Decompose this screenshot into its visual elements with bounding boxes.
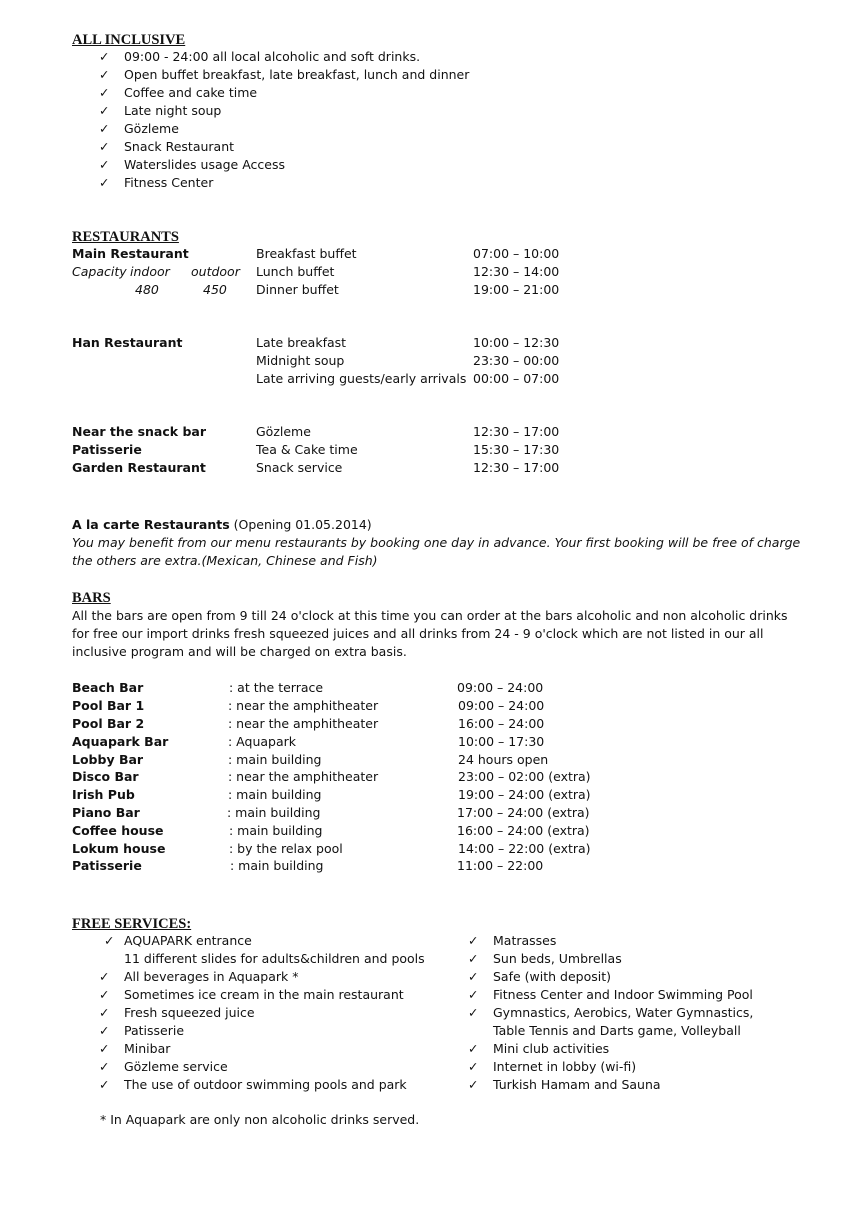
restaurants-heading: RESTAURANTS bbox=[72, 229, 179, 245]
bar-location: : main building bbox=[228, 787, 322, 802]
check-icon: ✓ bbox=[99, 67, 110, 82]
all-inclusive-heading: ALL INCLUSIVE bbox=[72, 32, 186, 48]
alacarte-title: A la carte Restaurants bbox=[72, 517, 230, 532]
bar-hours: 09:00 – 24:00 bbox=[457, 680, 544, 695]
bar-name: Lobby Bar bbox=[72, 752, 144, 767]
bar-hours: 14:00 – 22:00 (extra) bbox=[458, 841, 591, 856]
check-icon: ✓ bbox=[468, 1005, 479, 1020]
bar-row bbox=[0, 751, 868, 769]
main-restaurant-name: Main Restaurant bbox=[72, 246, 189, 261]
restaurant-name: Garden Restaurant bbox=[72, 460, 206, 475]
bar-name: Irish Pub bbox=[72, 787, 135, 802]
meal-name: Late arriving guests/early arrivals bbox=[256, 371, 467, 386]
check-icon: ✓ bbox=[99, 1077, 110, 1092]
aquapark-footnote: * In Aquapark are only non alcoholic drinks served. bbox=[100, 1112, 420, 1127]
han-restaurant-name: Han Restaurant bbox=[72, 335, 183, 350]
main-restaurant-row bbox=[0, 245, 868, 263]
check-icon: ✓ bbox=[468, 1041, 479, 1056]
check-icon: ✓ bbox=[99, 103, 110, 118]
main-restaurant-row bbox=[0, 281, 868, 299]
bar-hours: 23:00 – 02:00 (extra) bbox=[458, 769, 591, 784]
bars-intro-line: inclusive program and will be charged on extra basis. bbox=[72, 644, 407, 659]
bar-row bbox=[0, 786, 868, 804]
bar-row bbox=[0, 804, 868, 822]
capacity-label: Capacity bbox=[72, 264, 127, 279]
check-icon: ✓ bbox=[99, 175, 110, 190]
han-restaurant-row bbox=[0, 370, 868, 388]
meal-time: 12:30 – 14:00 bbox=[473, 264, 560, 279]
bar-hours: 10:00 – 17:30 bbox=[458, 734, 545, 749]
bar-location: : at the terrace bbox=[229, 680, 324, 695]
meal-name: Tea & Cake time bbox=[256, 442, 358, 457]
restaurant-row bbox=[0, 423, 868, 441]
check-icon: ✓ bbox=[99, 121, 110, 136]
outdoor-label: outdoor bbox=[191, 264, 240, 279]
check-icon: ✓ bbox=[468, 1059, 479, 1074]
check-icon: ✓ bbox=[99, 1059, 110, 1074]
bar-location: : near the amphitheater bbox=[228, 769, 379, 784]
bar-hours: 17:00 – 24:00 (extra) bbox=[457, 805, 590, 820]
bar-name: Pool Bar 2 bbox=[72, 716, 145, 731]
bar-location: : main building bbox=[227, 805, 321, 820]
bars-intro-line: for free our import drinks fresh squeezed juices and all drinks from 24 - 9 o'clock which are not listed in our all bbox=[72, 626, 764, 641]
meal-name: Late breakfast bbox=[256, 335, 347, 350]
check-icon: ✓ bbox=[99, 1041, 110, 1056]
bar-location: : main building bbox=[229, 823, 323, 838]
check-icon: ✓ bbox=[99, 1005, 110, 1020]
bar-hours: 16:00 – 24:00 bbox=[458, 716, 545, 731]
check-icon: ✓ bbox=[468, 933, 479, 948]
restaurant-row bbox=[0, 441, 868, 459]
outdoor-capacity: 450 bbox=[203, 282, 227, 297]
check-icon: ✓ bbox=[99, 139, 110, 154]
meal-name: Dinner buffet bbox=[256, 282, 339, 297]
meal-time: 00:00 – 07:00 bbox=[473, 371, 560, 386]
bar-location: : main building bbox=[228, 752, 322, 767]
restaurant-row bbox=[0, 459, 868, 477]
bar-name: Patisserie bbox=[72, 858, 142, 873]
indoor-capacity: 480 bbox=[135, 282, 159, 297]
bar-name: Coffee house bbox=[72, 823, 164, 838]
meal-time: 12:30 – 17:00 bbox=[473, 424, 560, 439]
bar-hours: 19:00 – 24:00 (extra) bbox=[458, 787, 591, 802]
bar-hours: 24 hours open bbox=[458, 752, 549, 767]
meal-time: 10:00 – 12:30 bbox=[473, 335, 560, 350]
bars-intro bbox=[72, 607, 788, 661]
bar-name: Lokum house bbox=[72, 841, 166, 856]
check-icon: ✓ bbox=[99, 969, 110, 984]
han-restaurant-row bbox=[0, 334, 868, 352]
main-restaurant-row bbox=[0, 263, 868, 281]
meal-name: Breakfast buffet bbox=[256, 246, 357, 261]
bars-intro-line: All the bars are open from 9 till 24 o'clock at this time you can order at the bars alcoholic and non alcoholic drinks bbox=[72, 608, 788, 623]
bar-name: Piano Bar bbox=[72, 805, 140, 820]
bar-name: Beach Bar bbox=[72, 680, 144, 695]
bar-location: : by the relax pool bbox=[229, 841, 343, 856]
bar-hours: 16:00 – 24:00 (extra) bbox=[457, 823, 590, 838]
alacarte-description: the others are extra.(Mexican, Chinese and Fish) bbox=[72, 553, 378, 568]
check-icon: ✓ bbox=[99, 1023, 110, 1038]
alacarte-description: You may benefit from our menu restaurants by booking one day in advance. Your first booking will be free of charge bbox=[72, 535, 801, 550]
bar-row bbox=[0, 768, 868, 786]
bar-location: : near the amphitheater bbox=[228, 698, 379, 713]
bar-row bbox=[0, 697, 868, 715]
bar-row bbox=[0, 679, 868, 697]
free-services-heading: FREE SERVICES: bbox=[72, 916, 192, 932]
meal-name: Gözleme bbox=[256, 424, 311, 439]
meal-time: 07:00 – 10:00 bbox=[473, 246, 560, 261]
indoor-label: indoor bbox=[130, 264, 170, 279]
bar-location: : Aquapark bbox=[228, 734, 297, 749]
meal-time: 12:30 – 17:00 bbox=[473, 460, 560, 475]
check-icon: ✓ bbox=[468, 951, 479, 966]
alacarte-opening: (Opening 01.05.2014) bbox=[229, 517, 372, 532]
meal-name: Lunch buffet bbox=[256, 264, 335, 279]
check-icon: ✓ bbox=[468, 1077, 479, 1092]
bar-hours: 11:00 – 22:00 bbox=[457, 858, 544, 873]
alacarte-section bbox=[72, 516, 801, 570]
meal-name: Snack service bbox=[256, 460, 343, 475]
bar-location: : near the amphitheater bbox=[228, 716, 379, 731]
check-icon: ✓ bbox=[468, 969, 479, 984]
restaurant-name: Patisserie bbox=[72, 442, 142, 457]
meal-time: 15:30 – 17:30 bbox=[473, 442, 560, 457]
bar-name: Disco Bar bbox=[72, 769, 139, 784]
bar-row bbox=[0, 715, 868, 733]
han-restaurant-row bbox=[0, 352, 868, 370]
bar-location: : main building bbox=[230, 858, 324, 873]
bars-heading: BARS bbox=[72, 590, 111, 606]
bar-row bbox=[0, 822, 868, 840]
check-icon: ✓ bbox=[99, 85, 110, 100]
meal-time: 19:00 – 21:00 bbox=[473, 282, 560, 297]
check-icon: ✓ bbox=[99, 157, 110, 172]
bar-name: Pool Bar 1 bbox=[72, 698, 145, 713]
bar-hours: 09:00 – 24:00 bbox=[458, 698, 545, 713]
check-icon: ✓ bbox=[99, 49, 110, 64]
check-icon: ✓ bbox=[99, 987, 110, 1002]
check-icon: ✓ bbox=[104, 933, 115, 948]
document-page: ALL INCLUSIVE ✓ 09:00 - 24:00 all local alcoholic and soft drinks. ✓ Open buffet breakfast, late breakfast, lunch and dinner ✓ Coffee and cake time ✓ Late night soup ✓ Gözleme ✓ Snack Restaurant ✓ Waterslides usage Access ✓ Fitness Center RESTAURANTS Main Restaurant Breakfast buffet 07:00 – 10:00 Capacity indoor outdoor Lunch buffet 12:30 – 14:00 480 450 Dinner buffet 19:00 – 21:00 Han Restaurant Late breakfast 10:00 – 12:30 Midnight soup 23:30 – 00:00 Late arriving guests/early arrivals 00:00 – 07:00 Near the snack bar Gözleme 12:30 – 17:00 Patisserie Tea & Cake time 15:30 – 17:30 Garden Restaurant Snack service 12:30 – 17:00 A la carte Restaurants (Opening 01.05.2014) You may benefit from our menu restaurants by booking one day in advance. Your first booking will be free of charge the others are extra.(Mexican, Chinese and Fish) BARS All the bars are open from 9 till 24 o'clock at this time you can order at the bars alcoholic and non alcoholic drinks for free our import drinks fresh squeezed juices and all drinks from 24 - 9 o'clock which are not listed in our all inclusive program and will be charged on extra basis. Beach Bar : at the terrace 09:00 – 24:00 Pool Bar 1 : near the amphitheater 09:00 – 24:00 Pool Bar 2 : near the amphitheater 16:00 – 24:00 Aquapark Bar : Aquapark 10:00 – 17:30 Lobby Bar : main building 24 hours open Disco Bar : near the amphitheater 23:00 – 02:00 (extra) Irish Pub : main building 19:00 – 24:00 (extra) Piano Bar : main building 17:00 – 24:00 (extra) Coffee house : main building 16:00 – 24:00 (extra) Lokum house : by the relax pool 14:00 – 22:00 (extra) Patisserie : main building 11:00 – 22:00 FREE SERVICES: ✓ AQUAPARK entrance 11 different slides for adults&children and pools ✓ All beverages in Aquapark * ✓ Sometimes ice cream in the main restaurant ✓ Fresh squeezed juice ✓ Patisserie ✓ Minibar ✓ Gözleme service ✓ The use of outdoor swimming pools and park ✓ Matrasses ✓ Sun beds, Umbrellas ✓ Safe (with deposit) ✓ Fitness Center and Indoor Swimming Pool ✓ Gymnastics, Aerobics, Water Gymnastics, Table Tennis and Darts game, Volleyball ✓ Mini club activities ✓ Internet in lobby (wi-fi) ✓ Turkish Hamam and Sauna * In Aquapark are only non alcoholic drinks served. bbox=[0, 0, 868, 1228]
bar-row bbox=[0, 840, 868, 858]
restaurant-name: Near the snack bar bbox=[72, 424, 206, 439]
check-icon: ✓ bbox=[468, 987, 479, 1002]
bar-name: Aquapark Bar bbox=[72, 734, 169, 749]
meal-name: Midnight soup bbox=[256, 353, 345, 368]
meal-time: 23:30 – 00:00 bbox=[473, 353, 560, 368]
bar-row bbox=[0, 733, 868, 751]
bar-row bbox=[0, 857, 868, 875]
